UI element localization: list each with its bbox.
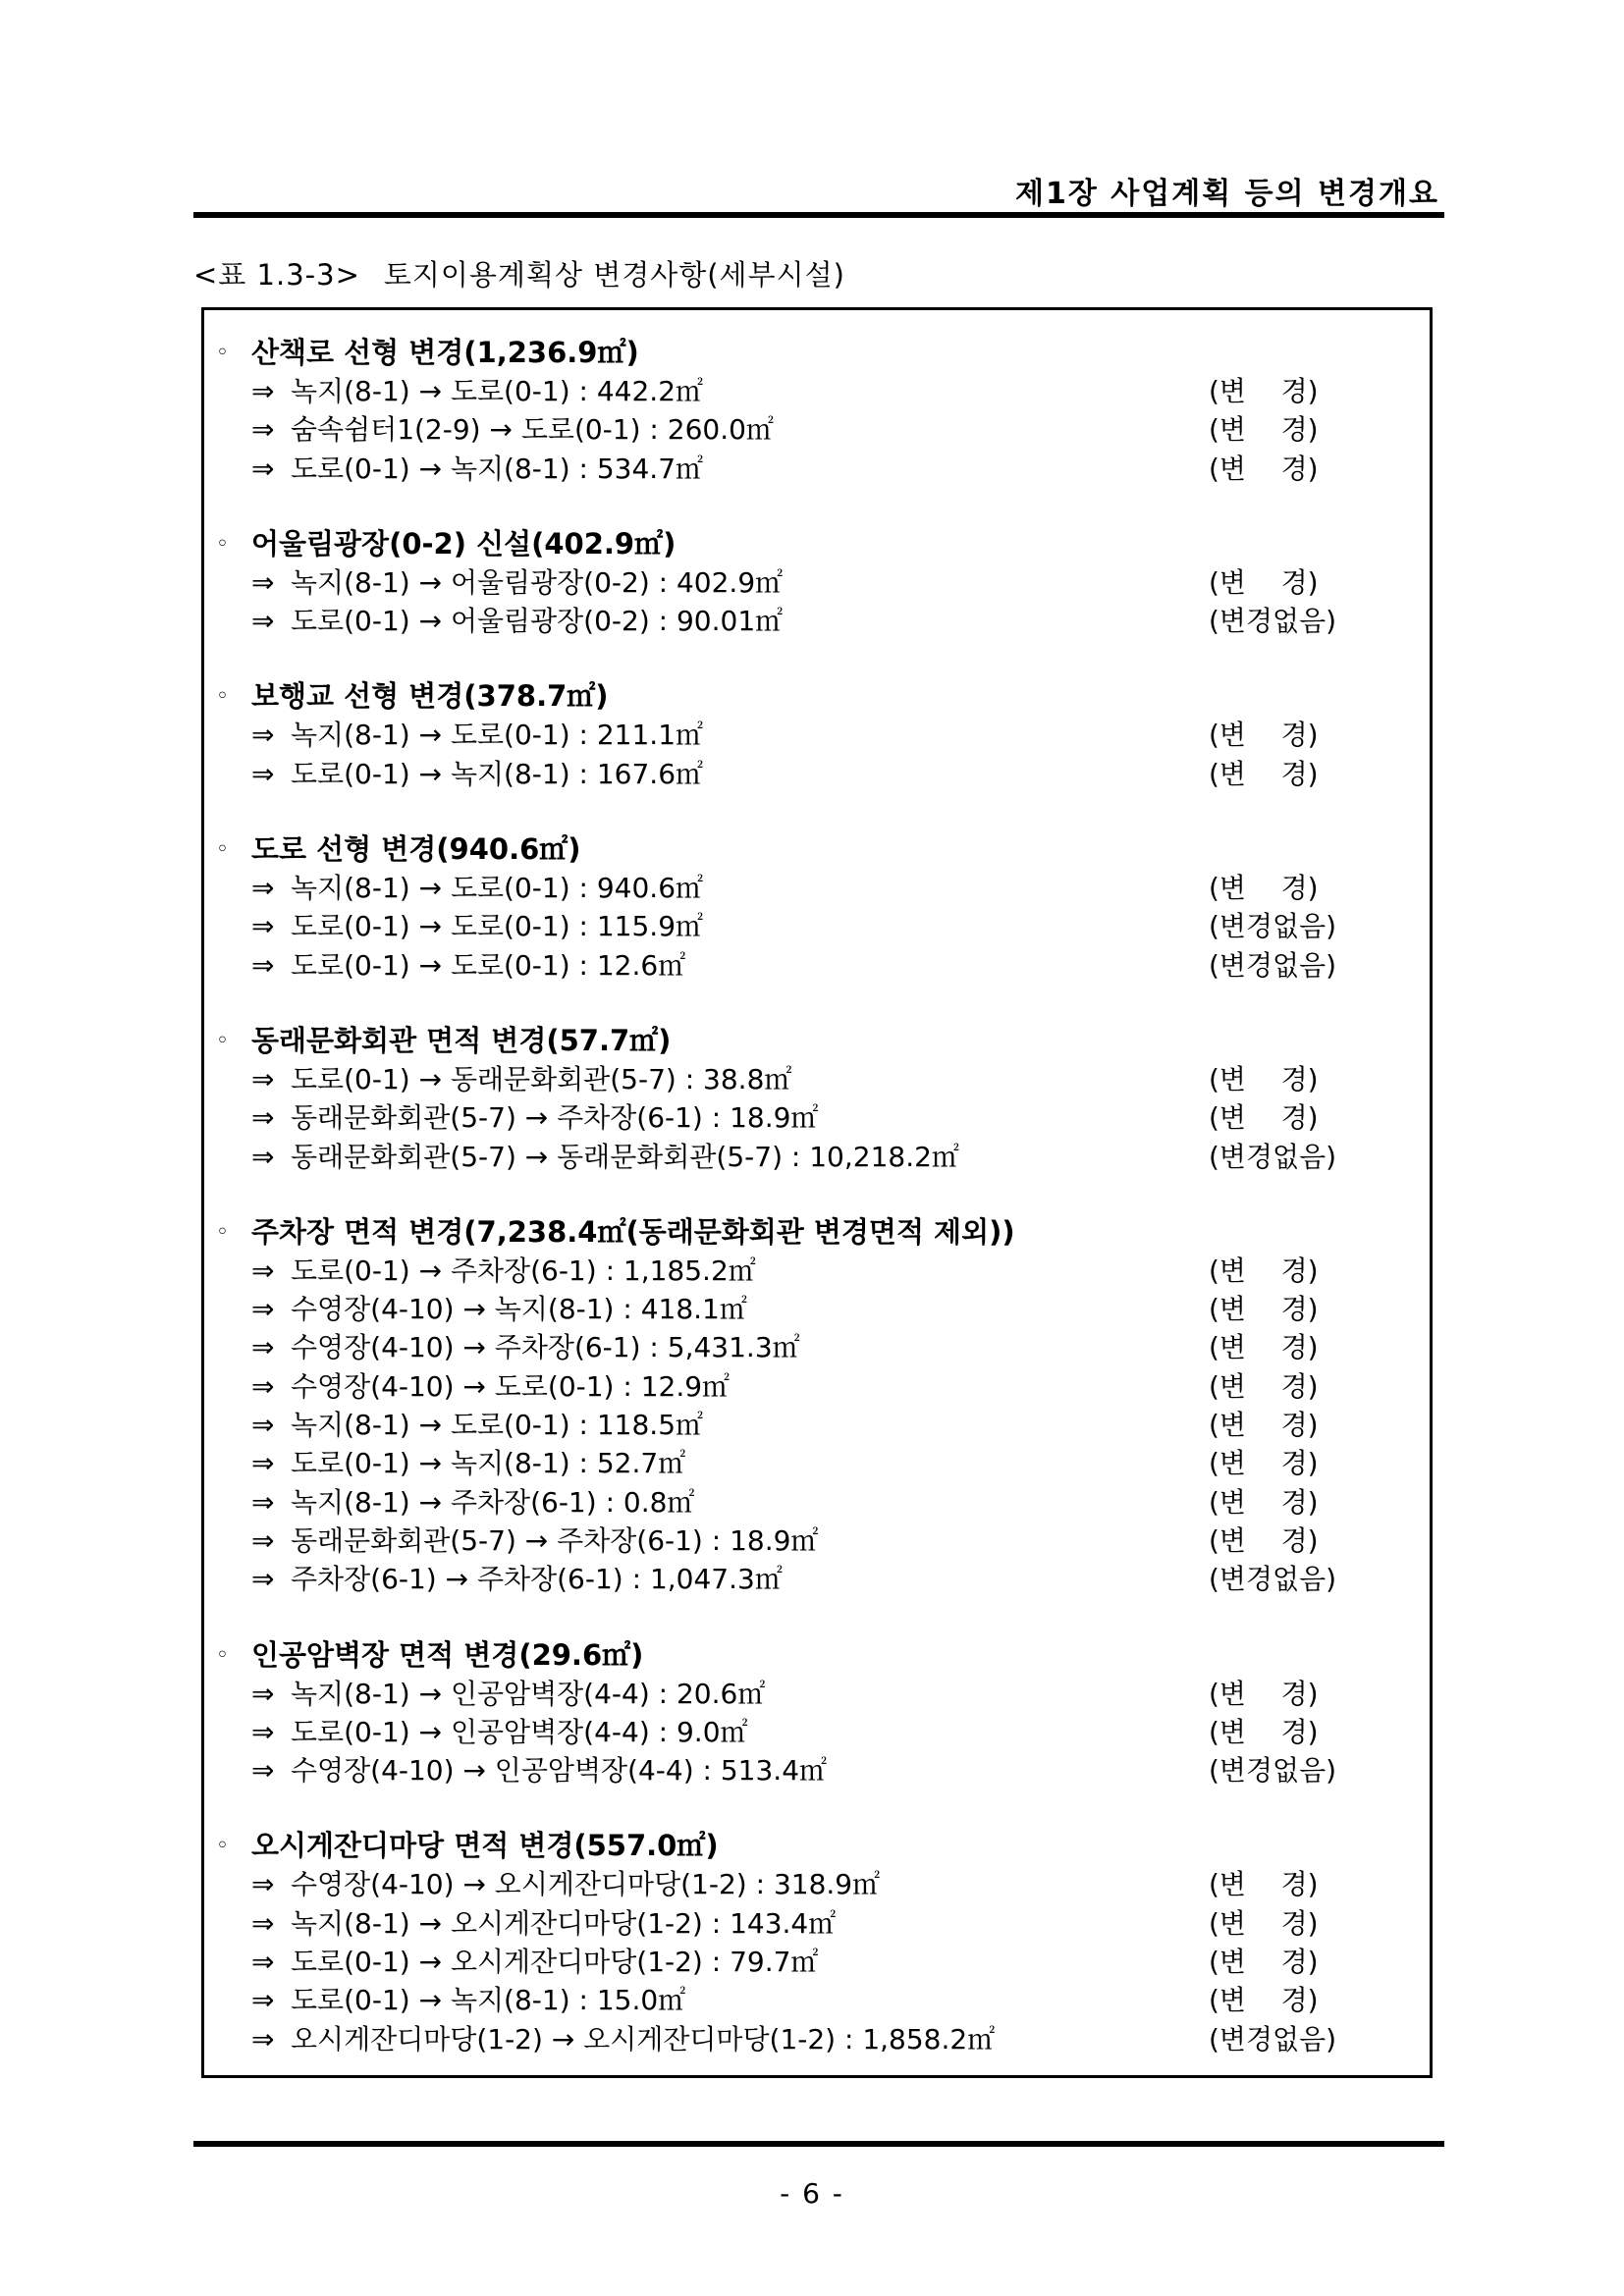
change-status: (변경없음) bbox=[1209, 948, 1337, 982]
change-section bbox=[204, 1636, 1430, 1790]
change-status: (변 경) bbox=[1209, 452, 1319, 485]
section-title bbox=[204, 1636, 1430, 1675]
change-item-text: 동래문화회관(5-7) → 동래문화회관(5-7) : 10,218.2㎡ bbox=[291, 1140, 959, 1173]
change-item-text: 도로(0-1) → 녹지(8-1) : 534.7㎡ bbox=[291, 452, 704, 485]
change-item bbox=[204, 1865, 1430, 1903]
implies-arrow-icon: ⇒ bbox=[251, 1523, 275, 1557]
change-item-text: 녹지(8-1) → 도로(0-1) : 118.5㎡ bbox=[291, 1409, 704, 1442]
change-item-text: 숨속쉼터1(2-9) → 도로(0-1) : 260.0㎡ bbox=[291, 413, 774, 447]
change-item bbox=[204, 755, 1430, 793]
section-title-text: 보행교 선형 변경(378.7㎡) bbox=[251, 679, 609, 714]
implies-arrow-icon: ⇒ bbox=[251, 1563, 275, 1596]
change-item-text: 도로(0-1) → 어울림광장(0-2) : 90.01㎡ bbox=[291, 605, 784, 638]
change-item-text: 녹지(8-1) → 도로(0-1) : 940.6㎡ bbox=[291, 872, 704, 905]
change-item bbox=[204, 1367, 1430, 1406]
section-title bbox=[204, 525, 1430, 563]
section-title-text: 인공암벽장 면적 변경(29.6㎡) bbox=[251, 1637, 644, 1672]
change-item-text: 동래문화회관(5-7) → 주차장(6-1) : 18.9㎡ bbox=[291, 1101, 819, 1135]
change-item bbox=[204, 563, 1430, 602]
section-title-text: 오시게잔디마당 면적 변경(557.0㎡) bbox=[251, 1829, 719, 1863]
change-status: (변 경) bbox=[1209, 1254, 1319, 1287]
change-item-text: 녹지(8-1) → 인공암벽장(4-4) : 20.6㎡ bbox=[291, 1677, 766, 1710]
change-section bbox=[204, 1213, 1430, 1599]
change-status: (변 경) bbox=[1209, 1101, 1319, 1135]
implies-arrow-icon: ⇒ bbox=[251, 452, 275, 485]
change-item-text: 동래문화회관(5-7) → 주차장(6-1) : 18.9㎡ bbox=[291, 1523, 819, 1557]
implies-arrow-icon: ⇒ bbox=[251, 719, 275, 752]
implies-arrow-icon: ⇒ bbox=[251, 1101, 275, 1135]
change-item-text: 주차장(6-1) → 주차장(6-1) : 1,047.3㎡ bbox=[291, 1563, 783, 1596]
header-rule bbox=[193, 212, 1444, 218]
bullet-icon: ◦ bbox=[216, 837, 229, 863]
change-item bbox=[204, 946, 1430, 985]
change-item-text: 수영장(4-10) → 주차장(6-1) : 5,431.3㎡ bbox=[291, 1331, 800, 1364]
implies-arrow-icon: ⇒ bbox=[251, 1715, 275, 1748]
implies-arrow-icon: ⇒ bbox=[251, 605, 275, 638]
change-status: (변 경) bbox=[1209, 1868, 1319, 1901]
implies-arrow-icon: ⇒ bbox=[251, 1485, 275, 1519]
change-status: (변경없음) bbox=[1209, 605, 1337, 638]
change-status: (변 경) bbox=[1209, 757, 1319, 790]
bullet-icon: ◦ bbox=[216, 1834, 229, 1859]
change-item-text: 도로(0-1) → 녹지(8-1) : 52.7㎡ bbox=[291, 1447, 686, 1480]
change-item bbox=[204, 1098, 1430, 1137]
change-item bbox=[204, 1138, 1430, 1176]
change-status: (변 경) bbox=[1209, 1293, 1319, 1326]
table-caption-label: <표 1.3-3> bbox=[193, 258, 360, 292]
change-item-text: 녹지(8-1) → 도로(0-1) : 211.1㎡ bbox=[291, 719, 704, 752]
section-title bbox=[204, 334, 1430, 372]
change-item bbox=[204, 716, 1430, 754]
change-item-text: 수영장(4-10) → 인공암벽장(4-4) : 513.4㎡ bbox=[291, 1754, 828, 1788]
change-item-text: 녹지(8-1) → 주차장(6-1) : 0.8㎡ bbox=[291, 1485, 695, 1519]
change-item bbox=[204, 1290, 1430, 1328]
implies-arrow-icon: ⇒ bbox=[251, 1754, 275, 1788]
change-item bbox=[204, 602, 1430, 640]
change-item-text: 도로(0-1) → 오시게잔디마당(1-2) : 79.7㎡ bbox=[291, 1946, 819, 1979]
bullet-icon: ◦ bbox=[216, 1642, 229, 1668]
change-item-text: 녹지(8-1) → 어울림광장(0-2) : 402.9㎡ bbox=[291, 565, 784, 599]
implies-arrow-icon: ⇒ bbox=[251, 757, 275, 790]
change-item bbox=[204, 1751, 1430, 1789]
change-item-text: 오시게잔디마당(1-2) → 오시게잔디마당(1-2) : 1,858.2㎡ bbox=[291, 2022, 996, 2056]
bullet-icon: ◦ bbox=[216, 531, 229, 557]
bullet-icon: ◦ bbox=[216, 1219, 229, 1245]
change-item-text: 도로(0-1) → 인공암벽장(4-4) : 9.0㎡ bbox=[291, 1715, 748, 1748]
change-status: (변 경) bbox=[1209, 1523, 1319, 1557]
change-item bbox=[204, 450, 1430, 488]
bullet-icon: ◦ bbox=[216, 341, 229, 365]
change-status: (변 경) bbox=[1209, 1409, 1319, 1442]
changes-box bbox=[201, 307, 1433, 2078]
implies-arrow-icon: ⇒ bbox=[251, 948, 275, 982]
change-status: (변 경) bbox=[1209, 1447, 1319, 1480]
change-item bbox=[204, 1675, 1430, 1713]
footer-rule bbox=[193, 2141, 1444, 2147]
section-title-text: 어울림광장(0-2) 신설(402.9㎡) bbox=[251, 526, 677, 561]
page-number: - 6 - bbox=[780, 2177, 844, 2210]
change-status: (변 경) bbox=[1209, 872, 1319, 905]
implies-arrow-icon: ⇒ bbox=[251, 1447, 275, 1480]
implies-arrow-icon: ⇒ bbox=[251, 1369, 275, 1403]
implies-arrow-icon: ⇒ bbox=[251, 1140, 275, 1173]
implies-arrow-icon: ⇒ bbox=[251, 1409, 275, 1442]
implies-arrow-icon: ⇒ bbox=[251, 2022, 275, 2056]
section-title-text: 산책로 선형 변경(1,236.9㎡) bbox=[251, 336, 639, 369]
change-item bbox=[204, 1060, 1430, 1098]
change-item bbox=[204, 1328, 1430, 1366]
implies-arrow-icon: ⇒ bbox=[251, 413, 275, 447]
change-status: (변 경) bbox=[1209, 1984, 1319, 2017]
change-status: (변 경) bbox=[1209, 1715, 1319, 1748]
section-title-text: 주차장 면적 변경(7,238.4㎡(동래문화회관 변경면적 제외)) bbox=[251, 1214, 1015, 1249]
change-item bbox=[204, 1483, 1430, 1522]
change-status: (변 경) bbox=[1209, 1677, 1319, 1710]
change-item-text: 도로(0-1) → 동래문화회관(5-7) : 38.8㎡ bbox=[291, 1062, 792, 1095]
change-item bbox=[204, 2020, 1430, 2058]
change-section bbox=[204, 677, 1430, 793]
change-status: (변경없음) bbox=[1209, 910, 1337, 943]
bullet-icon: ◦ bbox=[216, 684, 229, 710]
change-item bbox=[204, 410, 1430, 449]
change-item-text: 도로(0-1) → 녹지(8-1) : 15.0㎡ bbox=[291, 1984, 686, 2017]
change-status: (변 경) bbox=[1209, 1946, 1319, 1979]
change-status: (변 경) bbox=[1209, 375, 1319, 407]
change-section bbox=[204, 525, 1430, 641]
implies-arrow-icon: ⇒ bbox=[251, 1062, 275, 1095]
change-section bbox=[204, 1022, 1430, 1176]
section-title bbox=[204, 830, 1430, 869]
change-status: (변 경) bbox=[1209, 565, 1319, 599]
change-item-text: 도로(0-1) → 주차장(6-1) : 1,185.2㎡ bbox=[291, 1254, 756, 1287]
change-section bbox=[204, 1827, 1430, 2057]
change-status: (변 경) bbox=[1209, 1369, 1319, 1403]
implies-arrow-icon: ⇒ bbox=[251, 1868, 275, 1901]
implies-arrow-icon: ⇒ bbox=[251, 1946, 275, 1979]
change-status: (변 경) bbox=[1209, 719, 1319, 752]
change-item bbox=[204, 1981, 1430, 2019]
implies-arrow-icon: ⇒ bbox=[251, 1906, 275, 1940]
implies-arrow-icon: ⇒ bbox=[251, 1331, 275, 1364]
change-status: (변경없음) bbox=[1209, 1754, 1337, 1788]
chapter-title: 제1장 사업계획 등의 변경개요 bbox=[1015, 177, 1439, 211]
change-item bbox=[204, 1252, 1430, 1290]
change-status: (변 경) bbox=[1209, 1331, 1319, 1364]
change-item-text: 도로(0-1) → 녹지(8-1) : 167.6㎡ bbox=[291, 757, 704, 790]
section-title-text: 동래문화회관 면적 변경(57.7㎡) bbox=[251, 1023, 672, 1057]
change-status: (변경없음) bbox=[1209, 1563, 1337, 1596]
change-item bbox=[204, 1943, 1430, 1981]
change-status: (변경없음) bbox=[1209, 1140, 1337, 1173]
table-caption-text: 토지이용계획상 변경사항(세부시설) bbox=[383, 258, 845, 292]
change-item bbox=[204, 907, 1430, 945]
change-status: (변 경) bbox=[1209, 1062, 1319, 1095]
implies-arrow-icon: ⇒ bbox=[251, 1254, 275, 1287]
change-item-text: 수영장(4-10) → 도로(0-1) : 12.9㎡ bbox=[291, 1369, 731, 1403]
change-item bbox=[204, 372, 1430, 410]
change-item bbox=[204, 1406, 1430, 1444]
implies-arrow-icon: ⇒ bbox=[251, 565, 275, 599]
change-item bbox=[204, 1713, 1430, 1751]
change-item-text: 수영장(4-10) → 녹지(8-1) : 418.1㎡ bbox=[291, 1293, 747, 1326]
change-item-text: 녹지(8-1) → 도로(0-1) : 442.2㎡ bbox=[291, 375, 704, 407]
change-item-text: 도로(0-1) → 도로(0-1) : 12.6㎡ bbox=[291, 948, 686, 982]
change-item-text: 수영장(4-10) → 오시게잔디마당(1-2) : 318.9㎡ bbox=[291, 1868, 881, 1901]
section-title bbox=[204, 1022, 1430, 1060]
change-item bbox=[204, 1522, 1430, 1560]
change-section bbox=[204, 830, 1430, 985]
change-status: (변 경) bbox=[1209, 413, 1319, 447]
implies-arrow-icon: ⇒ bbox=[251, 1677, 275, 1710]
implies-arrow-icon: ⇒ bbox=[251, 1293, 275, 1326]
implies-arrow-icon: ⇒ bbox=[251, 872, 275, 905]
change-item bbox=[204, 1904, 1430, 1943]
section-title bbox=[204, 677, 1430, 716]
change-section bbox=[204, 334, 1430, 488]
sections-list bbox=[204, 334, 1430, 2096]
bullet-icon: ◦ bbox=[216, 1028, 229, 1053]
change-item-text: 녹지(8-1) → 오시게잔디마당(1-2) : 143.4㎡ bbox=[291, 1906, 837, 1940]
section-title bbox=[204, 1213, 1430, 1252]
section-title bbox=[204, 1827, 1430, 1865]
change-item bbox=[204, 1560, 1430, 1598]
table-caption bbox=[193, 253, 845, 294]
change-status: (변 경) bbox=[1209, 1485, 1319, 1519]
change-item bbox=[204, 1444, 1430, 1482]
change-status: (변 경) bbox=[1209, 1906, 1319, 1940]
implies-arrow-icon: ⇒ bbox=[251, 375, 275, 407]
change-status: (변경없음) bbox=[1209, 2022, 1337, 2056]
implies-arrow-icon: ⇒ bbox=[251, 1984, 275, 2017]
implies-arrow-icon: ⇒ bbox=[251, 910, 275, 943]
change-item bbox=[204, 869, 1430, 907]
section-title-text: 도로 선형 변경(940.6㎡) bbox=[251, 832, 581, 867]
change-item-text: 도로(0-1) → 도로(0-1) : 115.9㎡ bbox=[291, 910, 704, 943]
